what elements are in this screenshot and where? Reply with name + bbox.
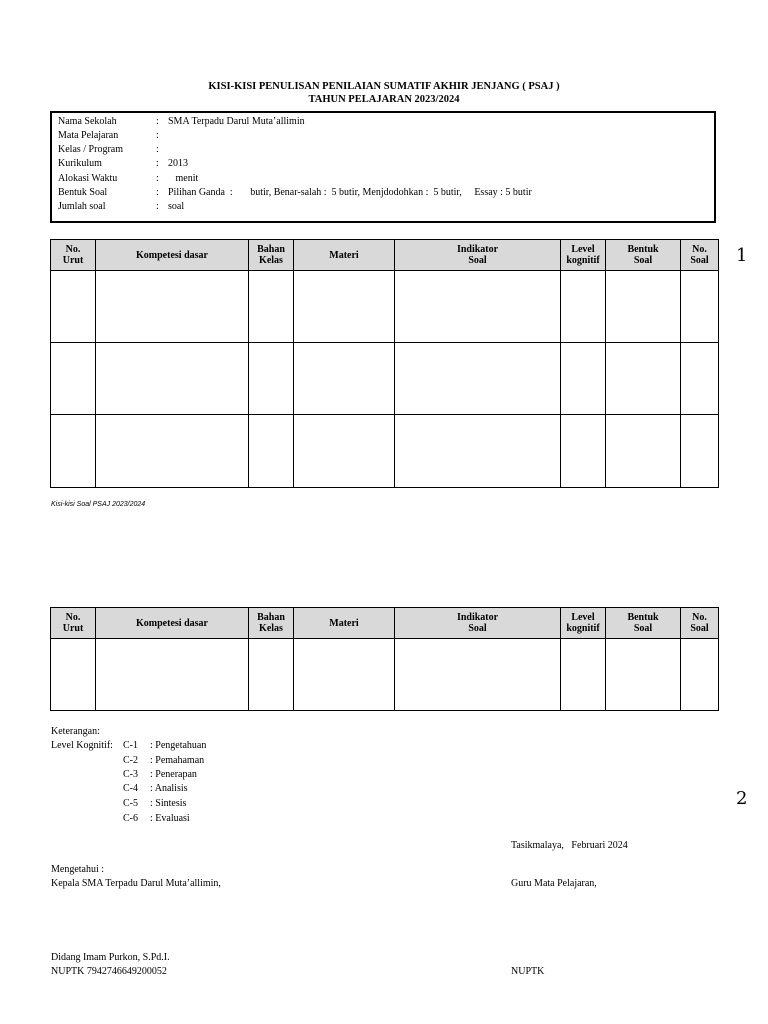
table-cell[interactable] [561,639,606,711]
header-line: Soal [633,255,653,266]
level-code: C-3 [123,769,138,780]
info-separator: : [156,116,159,127]
table-cell[interactable] [606,639,681,711]
level-desc: : Analisis [150,783,188,794]
info-value: menit [168,173,199,184]
info-separator: : [156,158,159,169]
table-cell[interactable] [294,415,395,488]
table-cell[interactable] [96,415,249,488]
table-row [51,415,719,488]
header-line: Level [571,244,595,255]
header-line: Bahan [257,244,285,255]
table-cell[interactable] [681,415,719,488]
col-header-bahan-kelas [249,240,294,271]
level-desc: : Pemahaman [150,755,205,766]
kepala-sekolah-title: Kepala SMA Terpadu Darul Muta’allimin, [51,878,221,889]
header-line: No. [65,244,81,255]
col-header-bentuk-soal [606,608,681,639]
kepala-sekolah-name: Didang Imam Purkon, S.Pd.I. [51,952,170,963]
table-cell[interactable] [51,639,96,711]
info-separator: : [156,201,159,212]
table-cell[interactable] [606,271,681,343]
table-cell[interactable] [51,271,96,343]
level-code: C-2 [123,755,138,766]
table-cell[interactable] [606,343,681,415]
info-separator: : [156,130,159,141]
table-cell[interactable] [96,271,249,343]
header-line: No. [65,612,81,623]
col-header-bentuk-soal [606,240,681,271]
header-line: Bahan [257,612,285,623]
level-kognitif-label: Level Kognitif: [51,740,113,751]
header-line: Indikator [456,612,499,623]
table-cell[interactable] [294,343,395,415]
col-header-indikator-soal [395,608,561,639]
document-title: KISI-KISI PENULISAN PENILAIAN SUMATIF AKHIR JENJANG ( PSAJ ) [208,81,560,92]
header-line: Materi [329,249,359,261]
table-cell[interactable] [606,415,681,488]
header-line: No. [692,244,707,255]
table-row [51,271,719,343]
table-cell[interactable] [249,343,294,415]
col-header-bahan-kelas [249,608,294,639]
page-number-1: 1 [736,245,748,266]
header-line: Bentuk [627,244,659,255]
header-line: Urut [62,255,84,266]
kisi-kisi-table-page2 [50,607,719,711]
table-header-row [51,240,719,271]
header-line: Kelas [259,255,283,266]
table-header-row [51,608,719,639]
table-cell[interactable] [561,343,606,415]
table-cell[interactable] [681,639,719,711]
level-code: C-5 [123,798,138,809]
header-line: Kompetesi dasar [136,249,208,261]
col-header-level-kognitif [561,608,606,639]
col-header-no-soal [681,608,719,639]
header-line: Soal [468,623,487,634]
col-header-no-urut [51,240,96,271]
table-cell[interactable] [294,271,395,343]
page-number-2: 2 [736,788,748,809]
info-label: Mata Pelajaran [58,130,119,141]
table-cell[interactable] [51,415,96,488]
mengetahui-label: Mengetahui : [51,864,105,875]
header-line: kognitif [566,623,600,634]
header-line: Soal [690,255,709,266]
level-desc: : Sintesis [150,798,187,809]
table-cell[interactable] [249,415,294,488]
table-row [51,343,719,415]
info-value: Pilihan Ganda : butir, Benar-salah : 5 butir, Menjdodohkan : 5 butir, Essay : 5 butir [168,187,532,198]
info-label: Alokasi Waktu [58,173,118,184]
kisi-kisi-table-page1 [50,239,719,488]
header-line: Indikator [456,244,499,255]
table-cell[interactable] [294,639,395,711]
col-header-level-kognitif [561,240,606,271]
col-header-no-soal [681,240,719,271]
header-line: Level [571,612,595,623]
document-subtitle: TAHUN PELAJARAN 2023/2024 [308,94,460,105]
level-code: C-1 [123,740,138,751]
table-cell[interactable] [561,271,606,343]
table-cell[interactable] [681,343,719,415]
guru-nuptk: NUPTK [511,966,545,977]
table-cell[interactable] [395,271,561,343]
identity-box [50,111,716,223]
table-cell[interactable] [681,271,719,343]
info-separator: : [156,173,159,184]
header-line: Urut [62,623,84,634]
info-label: Kelas / Program [58,144,123,155]
table-cell[interactable] [395,415,561,488]
header-line: Kompetesi dasar [136,617,208,629]
table-cell[interactable] [249,271,294,343]
level-desc: : Evaluasi [150,813,190,824]
table-cell[interactable] [51,343,96,415]
header-line: Bentuk [627,612,659,623]
footer-note: Kisi-kisi Soal PSAJ 2023/2024 [51,501,146,508]
header-line: Kelas [259,623,283,634]
table-cell[interactable] [96,343,249,415]
table-row [51,639,719,711]
col-header-kompetensi-dasar [96,608,249,639]
info-label: Jumlah soal [58,201,106,212]
table-cell[interactable] [96,639,249,711]
info-label: Bentuk Soal [58,187,108,198]
keterangan-heading: Keterangan: [51,726,100,737]
col-header-kompetensi-dasar [96,240,249,271]
col-header-materi [294,240,395,271]
info-value: soal [168,201,185,212]
header-line: Soal [633,623,653,634]
level-code: C-6 [123,813,138,824]
col-header-materi [294,608,395,639]
info-separator: : [156,144,159,155]
header-line: Materi [329,617,359,629]
info-label: Kurikulum [58,158,102,169]
table-cell[interactable] [561,415,606,488]
kepala-sekolah-nuptk: NUPTK 7942746649200052 [51,966,167,977]
header-line: kognitif [566,255,600,266]
table-cell[interactable] [395,343,561,415]
col-header-no-urut [51,608,96,639]
header-line: No. [692,612,707,623]
level-code: C-4 [123,783,138,794]
header-line: Soal [468,255,487,266]
guru-title: Guru Mata Pelajaran, [511,878,597,889]
info-label: Nama Sekolah [58,116,117,127]
info-value: 2013 [168,158,188,169]
info-value: SMA Terpadu Darul Muta’allimin [168,116,305,127]
col-header-indikator-soal [395,240,561,271]
table-cell[interactable] [395,639,561,711]
level-desc: : Pengetahuan [150,740,207,751]
header-line: Soal [690,623,709,634]
info-separator: : [156,187,159,198]
table-cell[interactable] [249,639,294,711]
level-desc: : Penerapan [150,769,197,780]
place-date: Tasikmalaya, Februari 2024 [511,840,628,851]
